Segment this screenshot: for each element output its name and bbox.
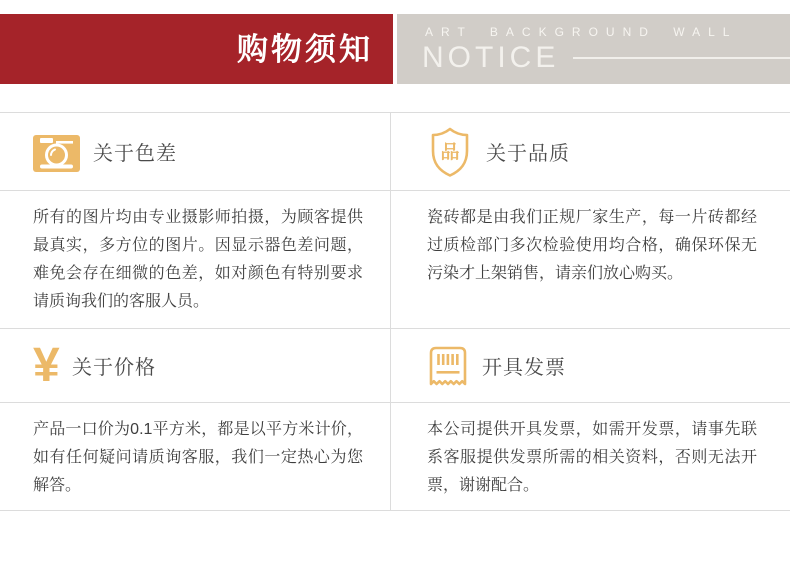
notice-label: NOTICE [422,41,560,74]
section-price-body [0,403,391,511]
notice-grid [0,112,790,511]
section-title: 开具发票 [482,357,566,379]
section-paragraph: 产品一口价为0.1平方米，都是以平方米计价，如有任何疑问请质询客服，我们一定热心为您解答。 [33,421,363,494]
section-title: 关于色差 [93,143,177,165]
notice-banner [397,14,790,84]
banner-divider-line [573,57,790,59]
notice-row [422,41,790,75]
section-quality-body [391,191,790,328]
banner-subtitle: ART BACKGROUND WALL [425,25,738,39]
shield-glyph: 品 [440,141,460,163]
invoice-icon [427,344,469,388]
shopping-notice-banner [0,14,393,84]
section-invoice-body [391,403,790,511]
camera-icon [33,131,80,172]
section-quality-heading [391,112,790,191]
section-paragraph: 所有的图片均由专业摄影师拍摄，为顾客提供最真实，多方位的图片。因显示器色差问题，难免会存在细微的色差，如对颜色有特别要求请质询我们的客服人员。 [33,209,363,310]
section-color-difference-body [0,191,391,328]
yen-icon: ¥ [33,338,60,392]
section-color-difference-heading [0,112,391,191]
section-paragraph: 瓷砖都是由我们正规厂家生产，每一片砖都经过质检部门多次检验使用均合格，确保环保无污染才上架销售，请亲们放心购买。 [427,209,757,282]
section-invoice-heading [391,328,790,403]
section-price-heading [0,328,391,403]
shield-icon [427,126,473,178]
section-title: 关于品质 [486,143,570,165]
section-title: 关于价格 [72,357,156,379]
section-paragraph: 本公司提供开具发票，如需开发票，请事先联系客服提供发票所需的相关资料，否则无法开票，谢谢配合。 [427,421,757,494]
page-title: 购物须知 [237,31,373,67]
